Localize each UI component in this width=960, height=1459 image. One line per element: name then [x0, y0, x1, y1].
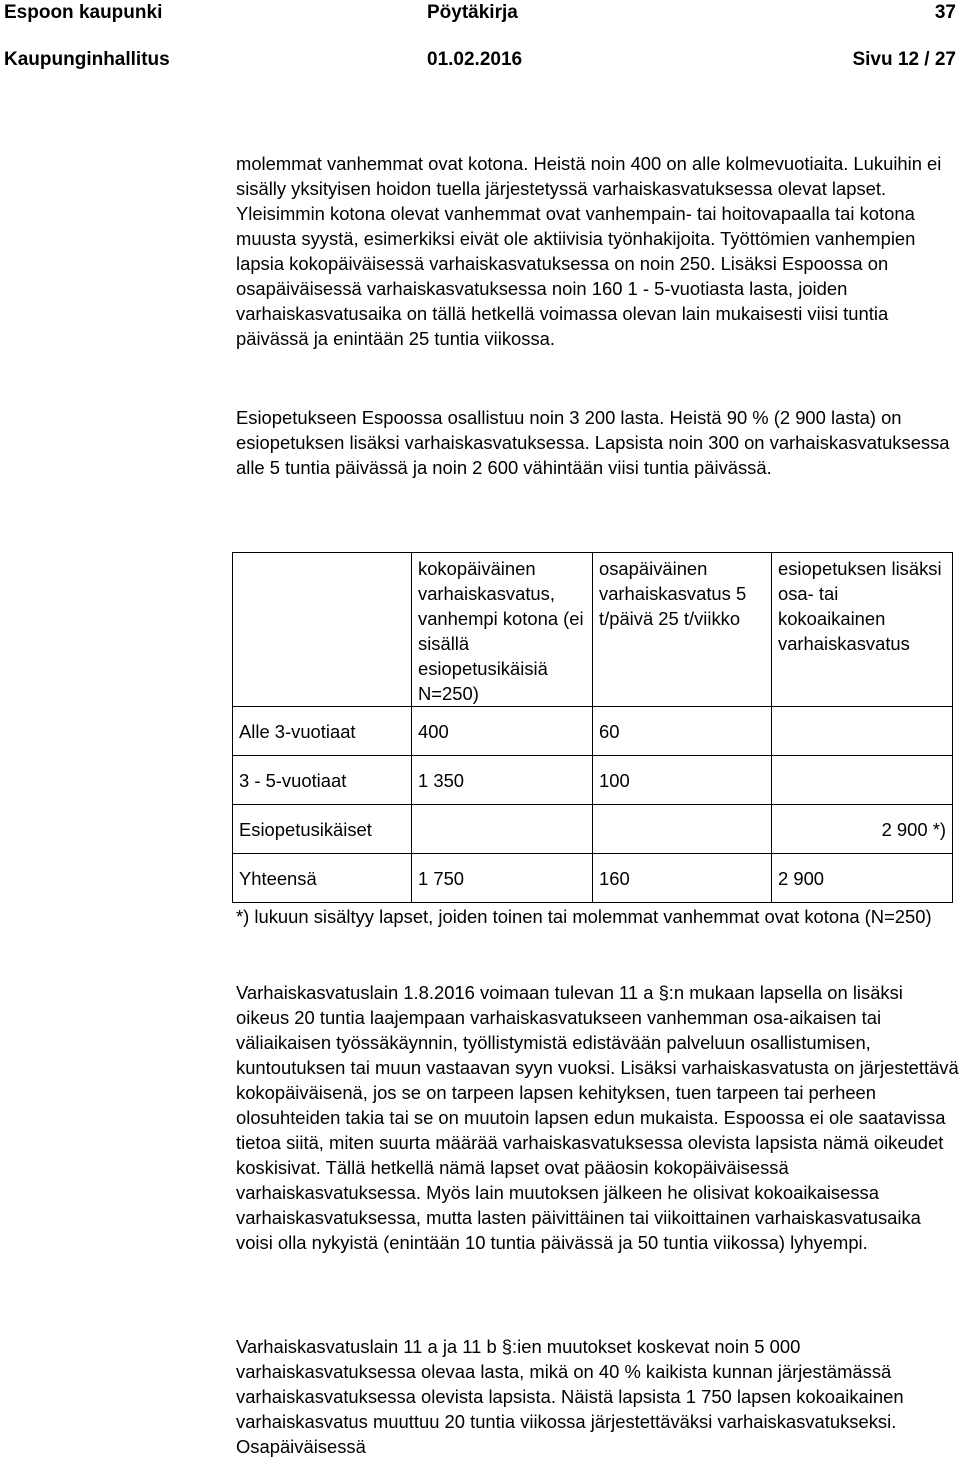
table-cell: 160: [593, 854, 772, 903]
table-header-cell: kokopäiväinen varhaiskasvatus, vanhempi kotona (ei sisällä esiopetusikäisiä N=250): [412, 553, 593, 707]
table-header-cell: osapäiväinen varhaiskasvatus 5 t/päivä 25 t/viikko: [593, 553, 772, 707]
paragraph-lakimuutos: [236, 980, 960, 1255]
paragraph-text: Esiopetukseen Espoossa osallistuu noin 3 200 lasta. Heistä 90 % (2 900 lasta) on esiopetuksen lisäksi varhaiskasvatuksessa. Lapsista noin 300 on varhaiskasvatuksessa alle 5 tuntia päivässä ja noin 2 600 vähintään viisi tuntia päivässä.: [236, 407, 950, 478]
table-cell: 3 - 5-vuotiaat: [233, 756, 412, 805]
table-cell: [412, 805, 593, 854]
meeting-date: 01.02.2016: [427, 49, 523, 70]
table-cell: [772, 707, 953, 756]
paragraph-esiopetus: [236, 405, 960, 480]
table-cell: 60: [593, 707, 772, 756]
children-statistics-table: [232, 552, 953, 903]
table-row: [233, 707, 953, 756]
table-footnote: [236, 904, 960, 929]
table-cell: 1 750: [412, 854, 593, 903]
table-cell: 100: [593, 756, 772, 805]
table-header-cell: [233, 553, 412, 707]
table-row: [233, 854, 953, 903]
table-header-row: [233, 553, 953, 707]
paragraph-text: Varhaiskasvatuslain 11 a ja 11 b §:ien muutokset koskevat noin 5 000 varhaiskasvatuksessa olevaa lasta, mikä on 40 % kaikista kunnan järjestämässä varhaiskasvatuksessa olevista lapsista. Näistä lapsista 1 750 lapsen kokoaikainen varhaiskasvatus muuttuu 20 tuntia viikossa järjestettäväksi varhaiskasvatukseksi. Osapäiväisessä: [236, 1336, 904, 1457]
paragraph-vaikutukset: [236, 1334, 960, 1459]
document-type: Pöytäkirja: [427, 2, 518, 23]
table-cell: Alle 3-vuotiaat: [233, 707, 412, 756]
paragraph-kotona: [236, 151, 960, 351]
table-cell: 2 900 *): [772, 805, 953, 854]
table-row: [233, 756, 953, 805]
table-row: [233, 805, 953, 854]
paragraph-text: Varhaiskasvatuslain 1.8.2016 voimaan tulevan 11 a §:n mukaan lapsella on lisäksi oikeus 20 tuntia laajempaan varhaiskasvatukseen vanhemman osa-aikaisen tai väliaikaisen työssäkäynnin, työllistymistä edistävään palveluun osallistumisen, kuntoutuksen tai muun vastaavan syyn vuoksi. Lisäksi varhaiskasvatusta on järjestettävä kokopäiväisenä, jos se on tarpeen lapsen kehityksen, tuen tarpeen tai perheen olosuhteiden takia tai se on muutoin lapsen edun mukaista. Espoossa ei ole saatavissa tietoa siitä, miten suurta määrää varhaiskasvatuksessa olevista lapsista nämä oikeudet koskisivat. Tällä hetkellä nämä lapset ovat pääosin kokopäiväisessä varhaiskasvatuksessa. Myös lain muutoksen jälkeen he olisivat kokoaikaisessa varhaiskasvatuksessa, mutta lasten päivittäinen tai viikoittainen varhaiskasvatusaika voisi olla nykyistä (enintään 10 tuntia päivässä ja 50 tuntia viikossa) lyhyempi.: [236, 982, 959, 1253]
table-cell: Esiopetusikäiset: [233, 805, 412, 854]
org-name: Espoon kaupunki: [4, 2, 163, 23]
section-number: 37: [934, 2, 956, 23]
table-cell: 2 900: [772, 854, 953, 903]
table-cell: [593, 805, 772, 854]
footnote-text: *) lukuun sisältyy lapset, joiden toinen tai molemmat vanhemmat ovat kotona (N=250): [236, 906, 932, 927]
table-cell: 400: [412, 707, 593, 756]
table-cell: Yhteensä: [233, 854, 412, 903]
table-cell: 1 350: [412, 756, 593, 805]
meeting-body: Kaupunginhallitus: [4, 49, 170, 70]
table-cell: [772, 756, 953, 805]
paragraph-text: molemmat vanhemmat ovat kotona. Heistä noin 400 on alle kolmevuotiaita. Lukuihin ei sisälly yksityisen hoidon tuella järjestetyssä varhaiskasvatuksessa olevat lapset. Yleisimmin kotona olevat vanhemmat ovat vanhempain- tai hoitovapaalla tai kotona muusta syystä, esimerkiksi eivät ole aktiivisia työnhakijoita. Työttömien vanhempien lapsia kokopäiväisessä varhaiskasvatuksessa on noin 250. Lisäksi Espoossa on osapäiväisessä varhaiskasvatuksessa noin 160 1 - 5-vuotiasta lasta, joiden varhaiskasvatusaika on tällä hetkellä voimassa olevan lain mukaisesti viisi tuntia päivässä ja enintään 25 tuntia viikossa.: [236, 153, 942, 349]
page-number: Sivu 12 / 27: [852, 49, 956, 70]
table-header-cell: esiopetuksen lisäksi osa- tai kokoaikainen varhaiskasvatus: [772, 553, 953, 707]
